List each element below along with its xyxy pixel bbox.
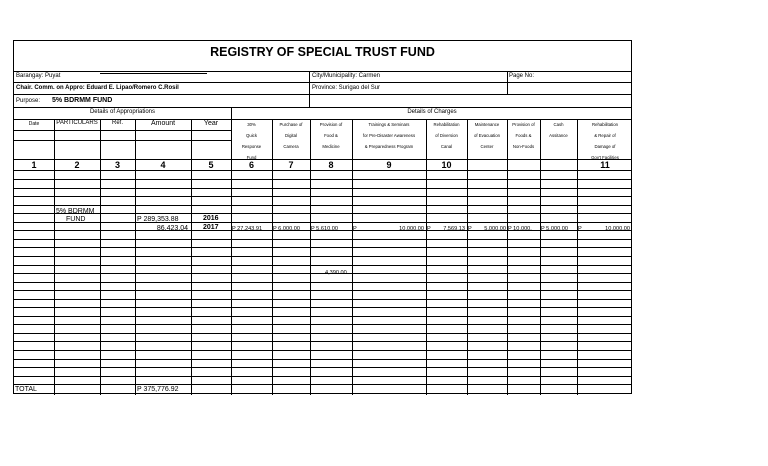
hdr-train-3: & Preparedness Program (364, 144, 414, 149)
hdr-camera-1: Purchase of (279, 122, 303, 127)
hdr-canal-2: of Diversion (435, 133, 458, 138)
charge-non-foods: P 10,000. (508, 226, 532, 232)
data-row-line (14, 307, 631, 308)
col-header-non-foods (507, 119, 540, 152)
info-row-line-3 (14, 94, 631, 95)
col-header-cash (540, 119, 577, 141)
year-2017: 2017 (203, 224, 219, 231)
appro-header-sub-line-2 (14, 140, 231, 141)
city-label: City/Municipality: Carmen (312, 73, 381, 79)
col-number-11: 11 (600, 160, 610, 170)
data-row-line (14, 239, 631, 240)
charge-food-medicine: P 5,610.00 (311, 226, 338, 232)
hdr-quick-1: 30% (247, 122, 256, 127)
col-number-7: 7 (288, 160, 294, 170)
col-header-particulars: PARTICULARS (56, 120, 98, 126)
data-row-line (14, 205, 631, 206)
col-header-year: Year (203, 120, 219, 127)
charges-title: Details of Charges (407, 109, 457, 115)
data-row-line (14, 367, 631, 368)
data-row-line (14, 290, 631, 291)
registry-title: REGISTRY OF SPECIAL TRUST FUND (210, 45, 435, 59)
registry-sheet (13, 40, 632, 394)
purpose-value: 5% BDRMM FUND (52, 97, 113, 104)
col-header-diversion-canal (426, 119, 467, 152)
info-divider-page (507, 71, 508, 94)
charge-quick-response: P 27,243.91 (232, 226, 263, 232)
col-number-3: 3 (114, 160, 120, 170)
hdr-nonfood-1: Provision of (512, 122, 535, 127)
hdr-evac-1: Maintenance (474, 122, 500, 127)
data-row-line (14, 188, 631, 189)
data-row-line (14, 384, 631, 385)
data-row-line (14, 273, 631, 274)
charge-trainings-p: P (353, 226, 357, 232)
col-number-6: 6 (248, 160, 254, 170)
charge-diversion-canal: 7,569.13 (443, 226, 465, 232)
hdr-gov-4: Gov't Facilities (591, 155, 619, 160)
col-header-evacuation (467, 119, 507, 152)
hdr-food-3: Medicine (322, 144, 340, 149)
col-number-2: 2 (74, 160, 80, 170)
col-line-nonfoods (540, 119, 541, 395)
hdr-gov-3: Damage of (594, 144, 616, 149)
col-line-canal (467, 119, 468, 395)
data-row-line (14, 265, 631, 266)
data-row-line (14, 324, 631, 325)
data-row-line (14, 256, 631, 257)
data-row-line (14, 213, 631, 214)
info-divider-city (309, 71, 310, 107)
total-label: TOTAL (15, 386, 37, 393)
hdr-quick-2: Quick (246, 133, 257, 138)
amount-2017: 86,423.04 (156, 225, 188, 232)
hdr-camera-3: Camera (283, 144, 299, 149)
data-row-line (14, 333, 631, 334)
data-row-line (14, 359, 631, 360)
col-line-evac (507, 119, 508, 395)
charge-evacuation: 5,000.00 (484, 226, 506, 232)
col-number-10: 10 (441, 160, 452, 170)
charge-trainings: 10,000.00 (399, 226, 424, 232)
charge-diversion-canal-p: P (427, 226, 431, 232)
col-header-gov-facilities (577, 119, 633, 163)
data-row-line (14, 196, 631, 197)
particulars-line-2: FUND (66, 216, 86, 223)
hdr-canal-3: Canal (440, 144, 453, 149)
info-row-line-4 (14, 107, 631, 108)
hdr-food-1: Provision of (319, 122, 343, 127)
hdr-train-1: Trainings & Seminars (368, 122, 410, 127)
hdr-evac-2: of Evacuation (473, 133, 501, 138)
total-amount: P 375,776.92 (137, 386, 179, 393)
column-number-line (14, 170, 631, 171)
data-row-line (14, 350, 631, 351)
col-header-food-medicine (310, 119, 352, 152)
purpose-label: Purpose: (16, 98, 41, 104)
title-underline (100, 73, 207, 74)
data-row-line (14, 316, 631, 317)
particulars-line-1: 5% BDRMM (56, 208, 95, 215)
data-row-line (14, 179, 631, 180)
charge-gov-facilities-p: P (578, 226, 582, 232)
year-2016: 2016 (203, 215, 219, 222)
info-row-line-2 (14, 82, 631, 83)
barangay-label: Barangay: Puyat (16, 73, 61, 79)
page-no-label: Page No: (509, 73, 535, 79)
charge-evacuation-p: P (468, 226, 472, 232)
hdr-cash-1: Cash (553, 122, 564, 127)
hdr-quick-4: Fund (246, 155, 257, 160)
hdr-gov-2: & Repair of (594, 133, 616, 138)
col-header-ref: Ref. (111, 120, 123, 126)
col-header-trainings (352, 119, 426, 152)
col-number-5: 5 (208, 160, 214, 170)
charge-food-medicine-2: 4,390.00 (325, 270, 347, 276)
hdr-camera-2: Digital (285, 133, 297, 138)
province-label: Province: Surigao del Sur (312, 85, 381, 91)
data-row-line (14, 282, 631, 283)
hdr-quick-3: Response (241, 144, 262, 149)
col-header-amount: Amount (150, 120, 176, 127)
hdr-canal-1: Rehabilitation (433, 122, 460, 127)
data-row-line (14, 222, 631, 223)
hdr-food-2: Food & (324, 133, 338, 138)
appropriations-title: Details of Appropriations (89, 109, 156, 115)
data-row-line (14, 376, 631, 377)
data-row-line (14, 299, 631, 300)
data-row-line (14, 341, 631, 342)
col-header-quick-response (231, 119, 272, 163)
hdr-evac-3: Center (480, 144, 494, 149)
col-header-digital-camera (272, 119, 310, 152)
col-number-4: 4 (160, 160, 166, 170)
data-row-line (14, 247, 631, 248)
col-header-date: Date (28, 121, 40, 127)
info-row-line-1 (14, 71, 631, 72)
col-number-9: 9 (386, 160, 392, 170)
amount-2016: P 289,353.88 (137, 216, 179, 223)
hdr-train-2: for Pre-Disaster Awareness (362, 133, 416, 138)
hdr-gov-1: Rehabilitation (591, 122, 619, 127)
charge-gov-facilities: 10,000.00 (605, 226, 630, 232)
appro-header-sub-line (14, 130, 231, 131)
col-number-8: 8 (328, 160, 334, 170)
charge-cash: P 5,000.00 (541, 226, 568, 232)
hdr-nonfood-2: Foods & (515, 133, 532, 138)
col-number-1: 1 (31, 160, 37, 170)
chair-label: Chair. Comm. on Appro: Eduard E. Lipao/Romero C.Rosil (16, 85, 179, 91)
hdr-cash-2: Assitance (549, 133, 568, 138)
hdr-nonfood-3: Non-Foods (512, 144, 535, 149)
charge-digital-camera: P 6,000.00 (273, 226, 300, 232)
